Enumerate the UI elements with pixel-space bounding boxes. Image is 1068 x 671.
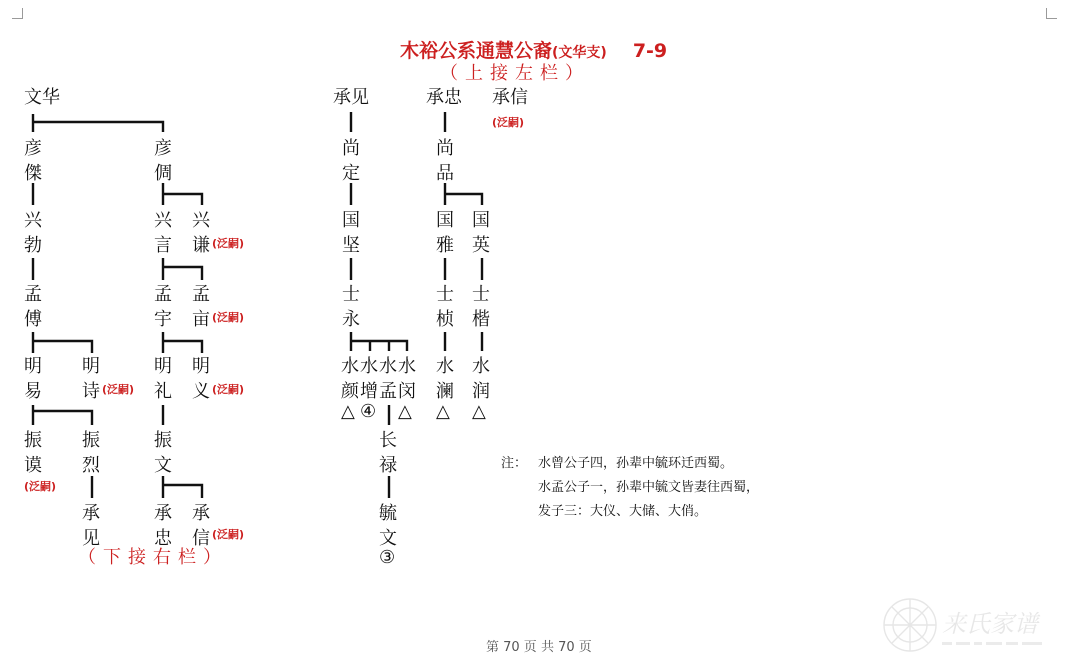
- person-mingli: 明礼: [154, 356, 172, 402]
- fanshi-annotation: (泛嗣): [212, 237, 245, 250]
- title-text: 木裕公系通慧公裔: [400, 40, 553, 62]
- connector-xingyan: [163, 258, 202, 280]
- no-heir-mark: △: [472, 401, 486, 422]
- branch-label: (文华支): [552, 45, 607, 61]
- person-root-chengxin: 承信: [492, 87, 528, 108]
- person-guoying: 国英: [472, 210, 490, 256]
- connector-mengfu: [33, 332, 92, 353]
- person-yanti: 彦倜: [154, 138, 172, 184]
- person-mengyu: 孟宇: [154, 284, 172, 330]
- person-root-chengzhong: 承忠: [426, 87, 462, 108]
- watermark-logo: [880, 592, 1060, 658]
- note-line-1: 水曾公子四，孙辈中毓环迁西蜀。: [538, 456, 734, 471]
- person-yuwen: 毓文: [379, 503, 397, 549]
- note-line-3: 发子三：大仪、大储、大俏。: [538, 504, 708, 519]
- person-root-wenhua: 文华: [24, 87, 60, 108]
- no-heir-mark: △: [341, 401, 355, 422]
- page-footer: 第 70 页 共 70 页: [486, 640, 592, 655]
- person-xingbo: 兴勃: [24, 210, 42, 256]
- connector-mengyu: [163, 332, 202, 353]
- person-shuiyan: 水颜: [341, 356, 359, 402]
- circled-number-mark: ③: [379, 547, 396, 568]
- person-shuirun: 水润: [472, 356, 490, 402]
- person-mingyi-yi: 明易: [24, 356, 42, 402]
- person-mingyi-yi2: 明义: [192, 356, 210, 402]
- connector-wenhua: [33, 114, 163, 132]
- person-mengmu: 孟亩: [192, 284, 210, 330]
- person-shangding: 尚定: [342, 138, 360, 184]
- person-zhenlie: 振烈: [82, 430, 100, 476]
- connector-mingyi: [33, 405, 92, 425]
- person-root-chengjian: 承见: [333, 87, 369, 108]
- fanshi-annotation: (泛嗣): [212, 383, 245, 396]
- continued-to-label: （下接右栏）: [78, 547, 228, 568]
- person-shangpin: 尚品: [436, 138, 454, 184]
- note-line-2: 水孟公子一，孙辈中毓文皆妻往西蜀，: [538, 480, 760, 495]
- person-guojian: 国坚: [342, 210, 360, 256]
- fanshi-annotation: (泛嗣): [102, 383, 135, 396]
- person-shuimeng: 水孟: [379, 356, 397, 402]
- fanshi-annotation: (泛嗣): [492, 116, 525, 129]
- person-yanjie: 彦傑: [24, 138, 42, 184]
- person-chengzhong: 承忠: [154, 503, 172, 549]
- person-changlu: 长禄: [379, 430, 397, 476]
- person-xingqian: 兴谦: [192, 210, 210, 256]
- connector-zhenwen: [163, 476, 202, 498]
- connector-yanti: [163, 183, 202, 205]
- person-mingshi: 明诗: [82, 356, 100, 402]
- person-shiyong: 士永: [342, 284, 360, 330]
- fanshi-annotation: (泛嗣): [24, 480, 57, 493]
- connector-shiyong: [351, 332, 407, 351]
- person-chengjian: 承见: [82, 503, 100, 549]
- person-mengfu: 孟傅: [24, 284, 42, 330]
- person-shuilan: 水澜: [436, 356, 454, 402]
- circled-number-mark: ④: [360, 401, 377, 422]
- fanshi-annotation: (泛嗣): [212, 311, 245, 324]
- person-guoya: 国雅: [436, 210, 454, 256]
- person-zhenmo: 振谟: [24, 430, 42, 476]
- no-heir-mark: △: [398, 401, 412, 422]
- person-shizhen: 士桢: [436, 284, 454, 330]
- connector-shangpin: [445, 183, 482, 205]
- person-zhenwen: 振文: [154, 430, 172, 476]
- person-shikai: 士楷: [472, 284, 490, 330]
- fanshi-annotation: (泛嗣): [212, 528, 245, 541]
- person-shuizeng: 水增: [360, 356, 378, 402]
- continued-from-label: （上接左栏）: [440, 63, 590, 84]
- person-chengxin: 承信: [192, 503, 210, 549]
- no-heir-mark: △: [436, 401, 450, 422]
- page-code: 7-9: [632, 40, 668, 62]
- person-shuimin: 水闵: [398, 356, 416, 402]
- person-xingyan: 兴言: [154, 210, 172, 256]
- watermark-text: 来氏家谱: [942, 610, 1038, 638]
- note-label: 注：: [501, 456, 528, 471]
